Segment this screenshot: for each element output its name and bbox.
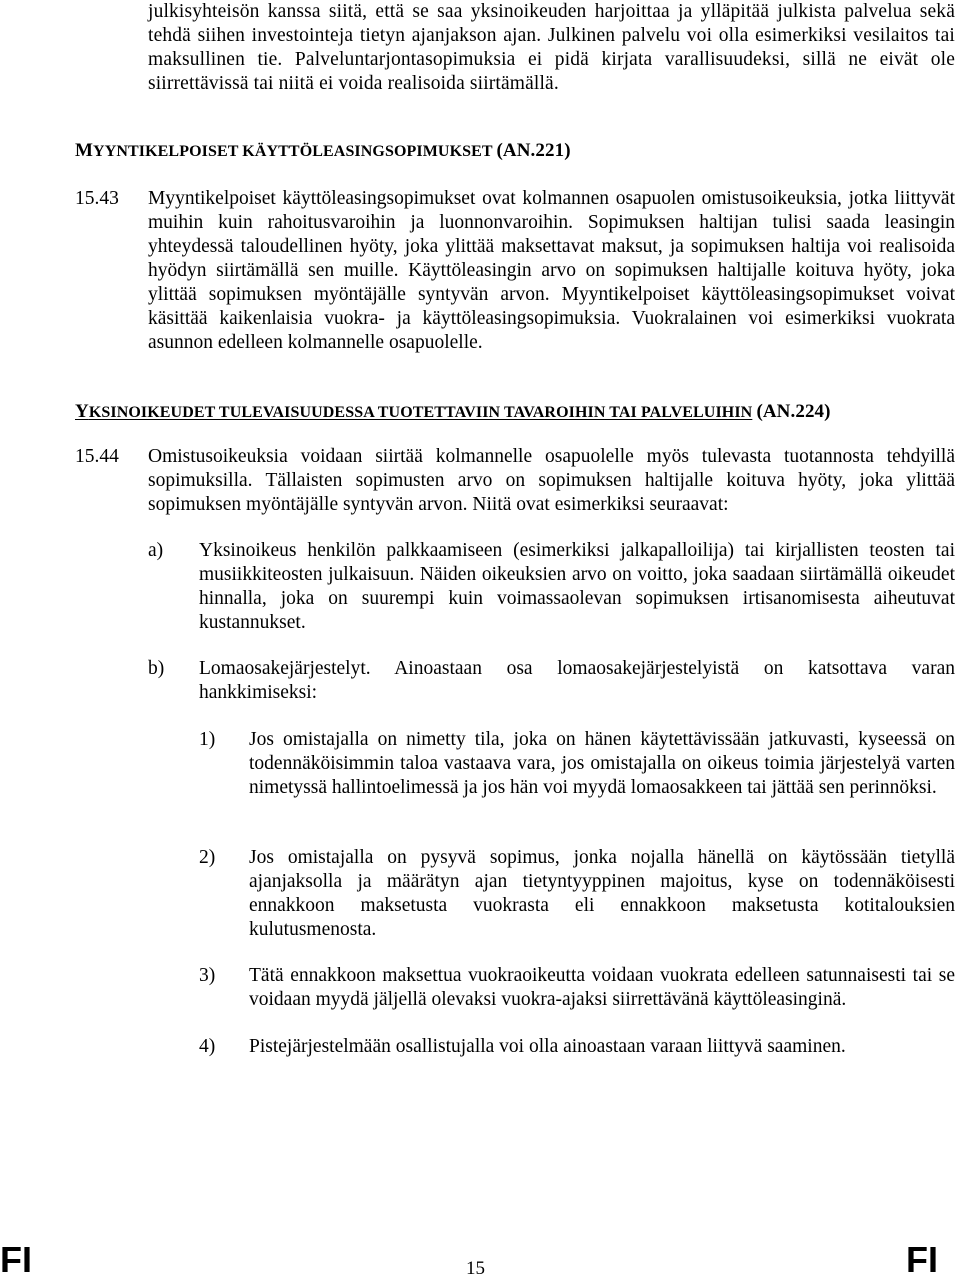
paragraph-number: 15.44 — [75, 446, 119, 467]
sublist-item: Tätä ennakkoon maksettua vuokraoikeutta voidaan vuokrata edelleen satunnaisesti tai se voidaan myydä jäljellä olevaksi vuokra-ajaksi siirrettävänä käyttöleasinginä. — [249, 965, 955, 1010]
sublist-item: Jos omistajalla on nimetty tila, joka on hänen käytettävissään jatkuvasti, kyseessä on todennäköisimmin taloa vastaava vara, jos omistajalla on oikeus toimia järjestelyä varten nimetyssä hallintoelimessä ja jos hän voi myydä lomaosakkeen tai jättää sen perinnöksi. — [249, 729, 955, 798]
intro-paragraph: julkisyhteisön kanssa siitä, että se saa yksinoikeuden harjoittaa ja ylläpitää julkista palvelua sekä tehdä siihen investointeja tietyn ajanjakson ajan. Julkinen palvelu voi olla esimerkiksi vesilaitos tai maksullinen tie. Palveluntarjontasopimuksia ei pidä kirjata varallisuudeksi, sillä ne eivät ole siirrettävissä tai niitä ei voida realisoida siirtämällä. — [148, 1, 955, 94]
list-marker: a) — [148, 540, 164, 561]
heading-text: KSINOIKEUDET TULEVAISUUDESSA TUOTETTAVIIN TAVAROIHIN TAI PALVELUIHIN — [88, 404, 753, 421]
list-item: Lomaosakejärjestelyt. Ainoastaan osa lomaosakejärjestelyistä on katsottava varan hankkimiseksi: — [199, 658, 955, 703]
footer-language-code-left: FI — [0, 1239, 32, 1280]
footer-language-code-right: FI — [906, 1239, 938, 1280]
paragraph-number: 15.43 — [75, 188, 119, 209]
sublist-marker: 3) — [199, 965, 216, 986]
sublist-item: Pistejärjestelmään osallistujalla voi olla ainoastaan varaan liittyvä saaminen. — [249, 1036, 846, 1057]
section-heading-exclusive-rights — [75, 402, 831, 423]
paragraph-15-44: Omistusoikeuksia voidaan siirtää kolmannelle osapuolelle myös tulevasta tuotannosta tehdyillä sopimuksilla. Tällaisten sopimusten arvo on sopimuksen haltijalle koituva hyöty, joka ylittää sopimuksen myöntäjälle syntyvän arvon. Niitä ovat esimerkiksi seuraavat: — [148, 446, 955, 515]
sublist-marker: 2) — [199, 847, 216, 868]
section-heading-leasing — [75, 141, 571, 162]
list-marker: b) — [148, 658, 165, 679]
paragraph-15-43: Myyntikelpoiset käyttöleasingsopimukset ovat kolmannen osapuolen omistusoikeuksia, jotka liittyvät muihin kuin rahoitusvaroihin ja luonnonvaroihin. Sopimuksen haltijan tulisi saada leasingin yhteydessä taloudellinen hyöty, joka ylittää maksettavat maksut, ja sopimuksen haltija voi realisoida hyödyn siirtämällä sen muille. Käyttöleasingin arvo on sopimuksen haltijalle koituva hyöty, joka ylittää sopimuksen myöntäjälle syntyvän arvon. Myyntikelpoiset käyttöleasingsopimukset voivat käsittää kaikenlaisia vuokra- ja käyttöleasingsopimuksia. Vuokralainen voi esimerkiksi vuokrata asunnon edelleen kolmannelle osapuolelle. — [148, 188, 955, 353]
heading-initial: M — [75, 140, 94, 161]
list-item: Yksinoikeus henkilön palkkaamiseen (esimerkiksi jalkapalloilija) tai kirjallisten teosten tai musiikkiteosten julkaisuun. Näiden oikeuksien arvo on voitto, joka saadaan siirtämällä oikeudet hinnalla, joka on suurempi kuin voimassaolevan sopimuksen irtisanomisesta aiheutuvat kustannukset. — [199, 540, 955, 633]
sublist-item: Jos omistajalla on pysyvä sopimus, jonka nojalla hänellä on käytössään tietyllä ajanjaksolla ja määrätyn ajan tietyntyyppinen majoitus, kyse on todennäköisesti ennakkoon maksetusta vuokrasta eli ennakkoon maksetusta kotitalouksien kulutusmenosta. — [249, 847, 955, 940]
heading-text: YYNTIKELPOISET KÄYTTÖLEASINGSOPIMUKSET — [93, 143, 493, 160]
page-number: 15 — [466, 1258, 485, 1279]
heading-initial: Y — [75, 401, 89, 422]
sublist-marker: 4) — [199, 1036, 216, 1057]
heading-reference: (AN.224) — [756, 401, 831, 422]
heading-reference: (AN.221) — [496, 140, 571, 161]
sublist-marker: 1) — [199, 729, 216, 750]
